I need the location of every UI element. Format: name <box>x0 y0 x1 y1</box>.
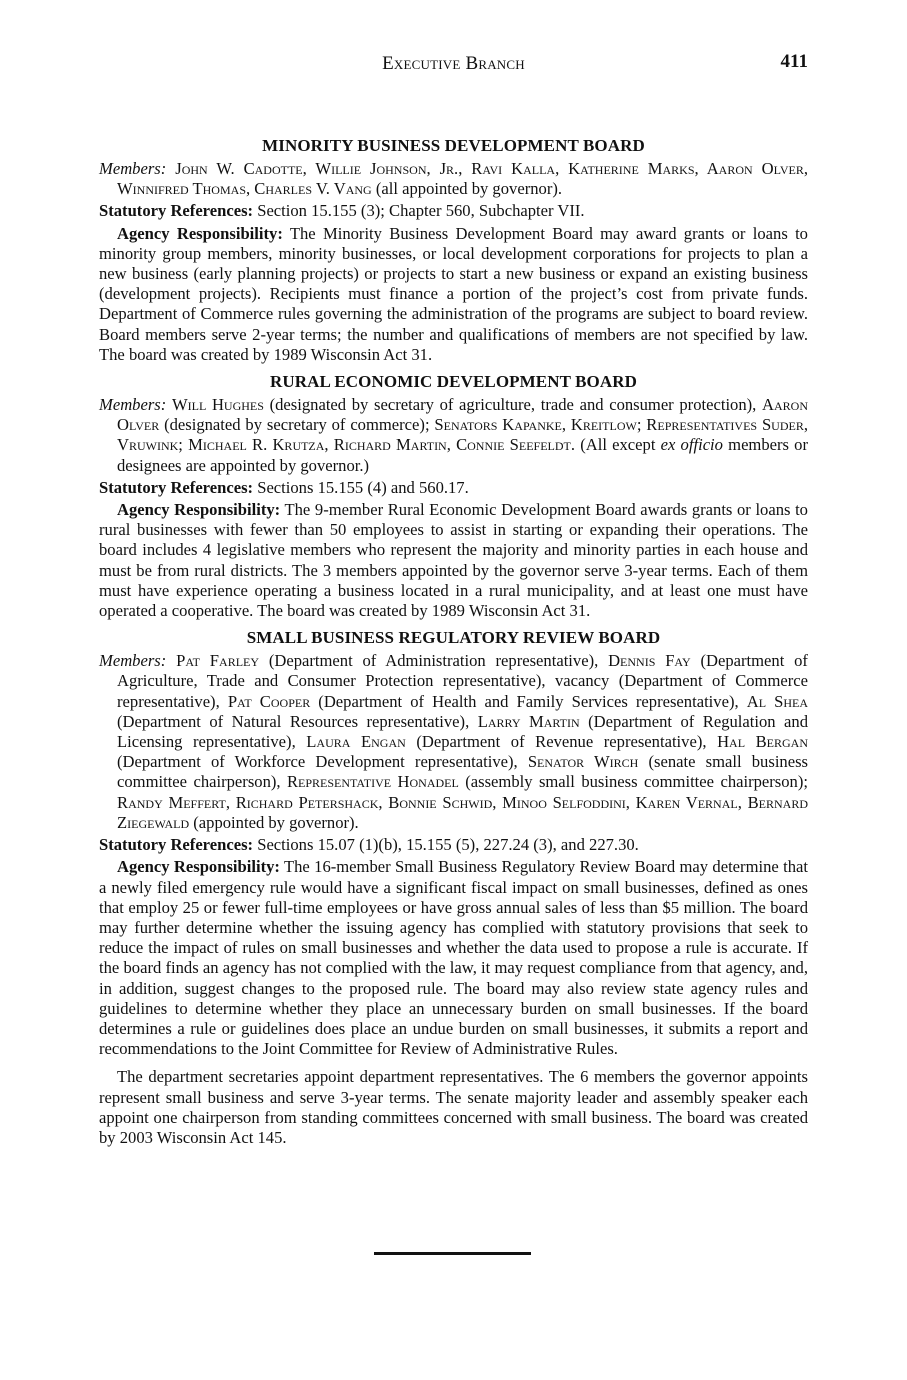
member-name: Aaron Olver <box>117 395 808 435</box>
section-minority-business-development-board <box>99 135 808 365</box>
member-name: Pat Cooper <box>227 691 311 711</box>
members-label: Members: <box>99 651 167 671</box>
agency-responsibility <box>99 857 808 1059</box>
agency-responsibility <box>99 500 808 621</box>
statutory-references <box>99 835 808 855</box>
section-rural-economic-development-board <box>99 371 808 621</box>
statutory-text: Section 15.155 (3); Chapter 560, Subchapter VII. <box>253 201 585 221</box>
member-role: (Department of Regulation and Licensing representative), <box>117 711 808 752</box>
agency-responsibility <box>99 224 808 365</box>
statutory-label: Statutory References: <box>99 477 254 497</box>
member-name: Al Shea <box>746 691 809 711</box>
member-name: Hal Bergan <box>717 732 809 752</box>
member-note: members or designees are appointed by governor.) <box>117 435 808 475</box>
responsibility-text: The 9-member Rural Economic Development Board awards grants or loans to rural businesses with fewer than 50 employees to assist in starting or expanding their operations. The board includes 4 legislative members who represent the majority and minority parties in each house and must be from rural districts. The 3 members appointed by the governor serve 3-year terms. Each of them must have experience operating a business located in a rural municipality, and at least one must have operated a cooperative. The board was created by 1989 Wisconsin Act 31. <box>99 500 808 621</box>
member-name: Pat Farley <box>176 651 260 671</box>
responsibility-label: Agency Responsibility: <box>117 223 283 243</box>
members-paragraph <box>99 159 808 199</box>
member-role: (designated by secretary of commerce); <box>159 415 435 435</box>
member-role: (designated by secretary of agriculture, trade and consumer protection), <box>263 395 762 415</box>
member-name: Dennis Fay <box>608 651 691 671</box>
member-role: (Department of Workforce Development representative), <box>117 752 528 772</box>
members-paragraph <box>99 395 808 476</box>
statutory-label: Statutory References: <box>99 201 254 221</box>
member-role: (senate small business committee chairperson), <box>117 752 809 792</box>
member-name: Larry Martin <box>477 711 580 731</box>
responsibility-label: Agency Responsibility: <box>117 857 280 877</box>
member-name: Laura Engan <box>306 732 406 752</box>
member-name: Will Hughes <box>171 395 264 415</box>
members-label: Members: <box>99 159 167 178</box>
member-role: (appointed by governor). <box>189 812 359 832</box>
responsibility-paragraph-2: The department secretaries appoint department representatives. The 6 members the governor appoints represent small business and serve 3-year terms. The senate majority leader and assembly speaker each appoint one chairperson from standing committees concerned with small business. The board was created by 2003 Wisconsin Act 145. <box>99 1067 808 1147</box>
members-label: Members: <box>99 395 167 415</box>
statutory-references <box>99 201 808 221</box>
section-title: RURAL ECONOMIC DEVELOPMENT BOARD <box>270 372 637 392</box>
statutory-label: Statutory References: <box>99 835 254 855</box>
statutory-text: Sections 15.155 (4) and 560.17. <box>253 477 469 497</box>
page-number: 411 <box>780 51 808 72</box>
member-role: (Department of Natural Resources representative), <box>117 711 478 731</box>
responsibility-text: The Minority Business Development Board may award grants or loans to minority group members, minority businesses, or local development corporations for projects to plan a new business (early planning projects) or projects to start a new business or expand an existing business (development projects). Recipients must finance a portion of the project’s cost from private funds. Department of Commerce rules governing the administration of the programs are subject to board review. Board members serve 2-year terms; the number and qualifications of members are not specified by law. The board was created by 1989 Wisconsin Act 31. <box>99 223 808 364</box>
member-role: (Department of Health and Family Services representative), <box>310 691 747 711</box>
member-role: (Department of Administration representative), <box>259 651 609 671</box>
statutory-references <box>99 478 808 498</box>
member-name: Senators Kapanke, Kreitlow; Representatives Suder, Vruwink; Michael R. Krutza, Richard Martin, Connie Seefeldt. <box>117 415 808 455</box>
section-small-business-regulatory-review-board <box>99 627 808 1148</box>
member-names: John W. Cadotte, Willie Johnson, Jr., Ravi Kalla, Katherine Marks, Aaron Olver, Winnifred Thomas, Charles V. Vang <box>117 159 808 199</box>
members-paragraph <box>99 651 808 833</box>
members-note: (all appointed by governor). <box>371 179 563 199</box>
running-head: Executive Branch <box>382 53 525 74</box>
member-name: Senator Wirch <box>527 752 639 772</box>
page-header <box>0 51 907 80</box>
member-role: (Department of Agriculture, Trade and Consumer Protection representative), vacancy (Department of Commerce representative), <box>117 651 808 711</box>
member-role: (Department of Revenue representative), <box>405 732 718 752</box>
member-note-italic: ex officio <box>660 435 723 455</box>
member-role: (assembly small business committee chairperson); <box>458 772 808 792</box>
member-name: Randy Meffert, Richard Petershack, Bonnie Schwid, Minoo Selfoddini, Karen Vernal, Bernard Ziegewald <box>117 792 808 832</box>
responsibility-label: Agency Responsibility: <box>117 500 281 520</box>
member-note: (All except <box>575 435 661 455</box>
member-name: Representative Honadel <box>286 772 459 792</box>
end-rule-divider <box>374 1252 531 1255</box>
statutory-text: Sections 15.07 (1)(b), 15.155 (5), 227.24 (3), and 227.30. <box>253 835 639 855</box>
section-title: MINORITY BUSINESS DEVELOPMENT BOARD <box>262 136 645 155</box>
page-body <box>99 135 808 1148</box>
section-title: SMALL BUSINESS REGULATORY REVIEW BOARD <box>246 628 661 648</box>
responsibility-text: The 16-member Small Business Regulatory Review Board may determine that a newly filed emergency rule would have a significant fiscal impact on small businesses, defined as ones that employ 25 or fewer full-time employees or have gross annual sales of less than $5 million. The board may further determine whether the issuing agency has complied with statutory provisions that seek to reduce the impact of rules on small businesses and whether the data used to propose a rule is accurate. If the board finds an agency has not complied with the law, it may request compliance from that agency, and, in addition, suggest changes to the proposed rule. The board may also review state agency rules and guidelines to determine whether they place an unnecessary burden on small businesses. If the board determines a rule or guidelines does place an undue burden on small businesses, it submits a report and recommendations to the Joint Committee for Review of Administrative Rules. <box>99 857 808 1059</box>
